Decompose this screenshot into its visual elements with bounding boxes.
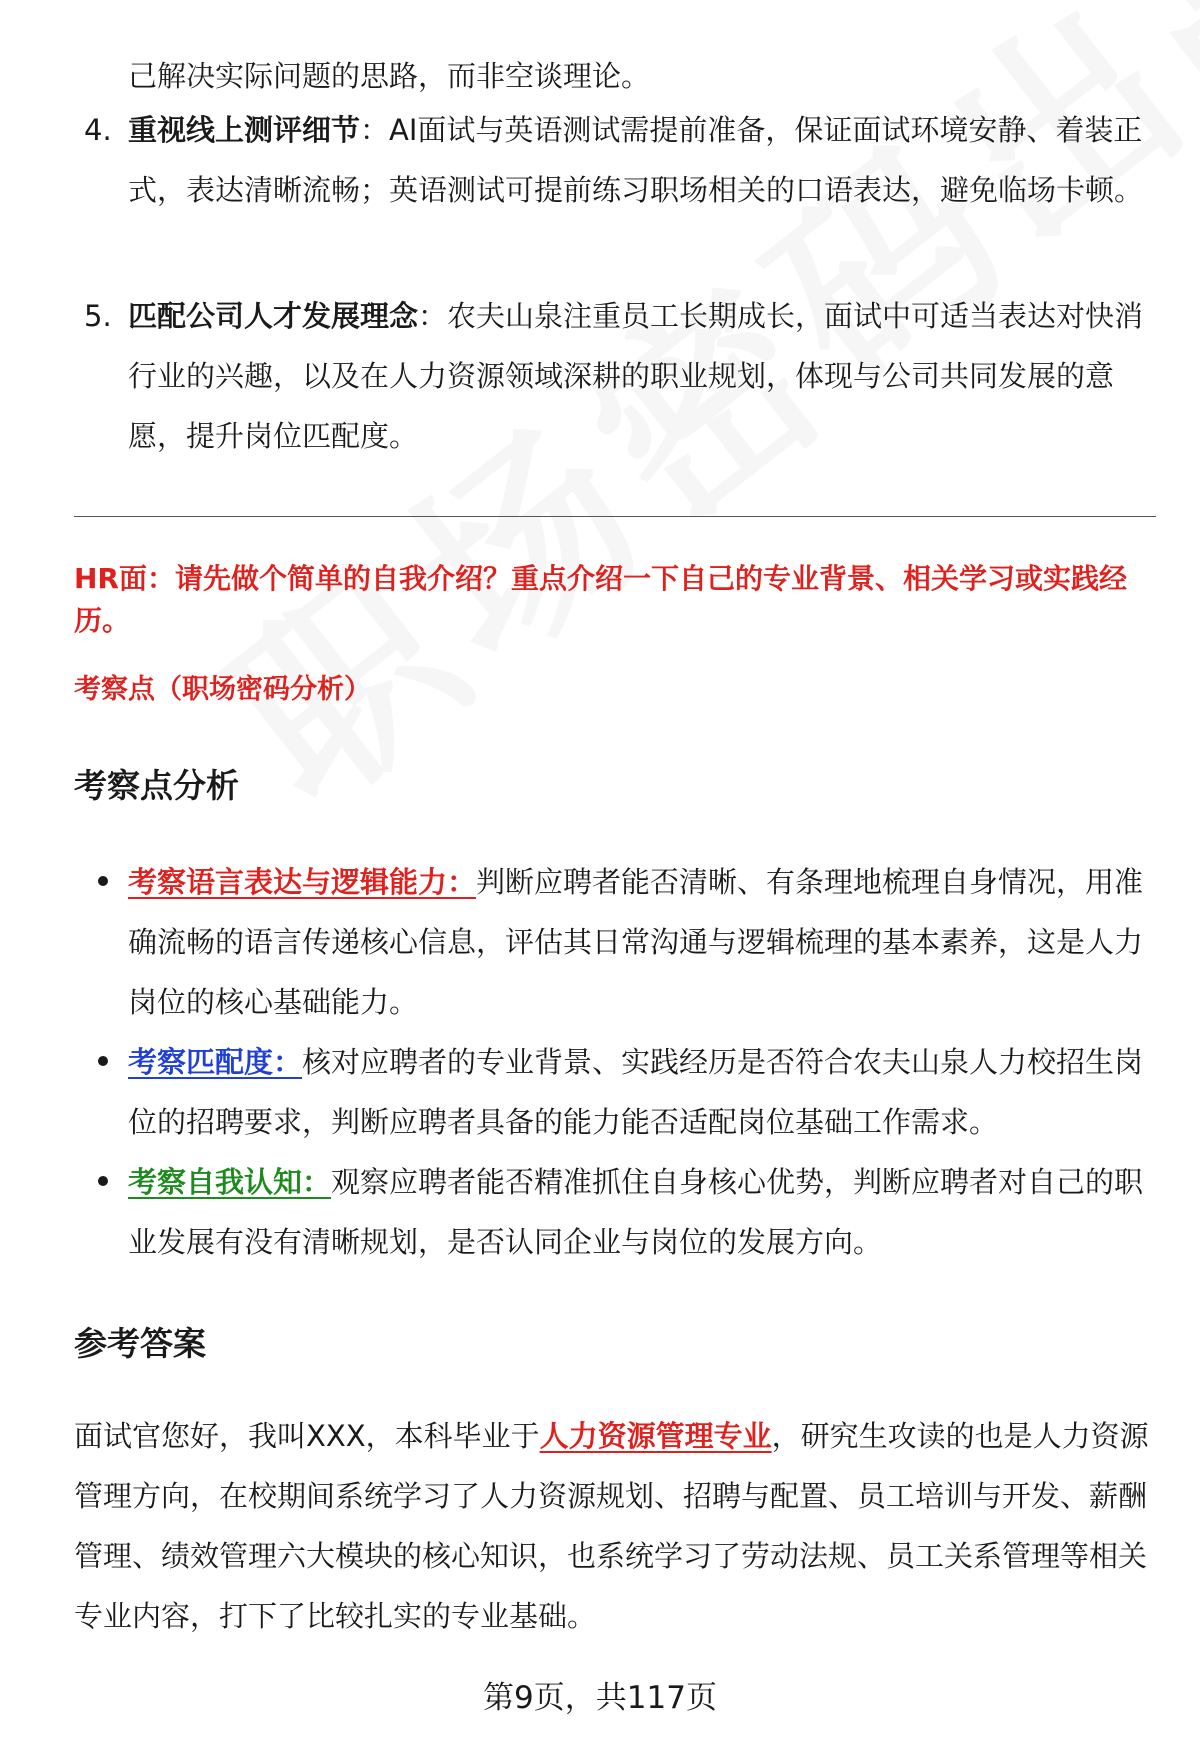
- tip-item: [128, 100, 1148, 220]
- analysis-heading: 考察点分析: [74, 766, 239, 805]
- tip-colon: ：: [418, 299, 448, 333]
- bullet-dot: [98, 876, 108, 886]
- intro-continuation: 己解决实际问题的思路，而非空谈理论。: [128, 59, 651, 93]
- tip-item: [128, 286, 1148, 466]
- tip-text: AI面试与英语测试需提前准备，保证面试环境安静、着装正式，表达清晰流畅；英语测试可提前练习职场相关的口语表达，避免临场卡顿。: [128, 113, 1144, 207]
- tip-text: 农夫山泉注重员工长期成长，面试中可适当表达对快消行业的兴趣，以及在人力资源领域深耕的职业规划，体现与公司共同发展的意愿，提升岗位匹配度。: [128, 299, 1144, 453]
- analysis-point: [128, 852, 1148, 1032]
- tip-title: 匹配公司人才发展理念: [128, 299, 419, 333]
- analysis-keyword: 考察语言表达与逻辑能力：: [128, 865, 477, 899]
- analysis-text: 判断应聘者能否清晰、有条理地梳理自身情况，用准确流畅的语言传递核心信息，评估其日常沟通与逻辑梳理的基本素养，这是人力岗位的核心基础能力。: [128, 865, 1144, 1019]
- question-subtitle: 考察点（职场密码分析）: [74, 674, 371, 705]
- analysis-point: [128, 1032, 1148, 1152]
- answer-text: ，研究生攻读的也是人力资源管理方向，在校期间系统学习了人力资源规划、招聘与配置、员工培训与开发、薪酬管理、绩效管理六大模块的核心知识，也系统学习了劳动法规、员工关系管理等相关专业内容，打下了比较扎实的专业基础。: [74, 1419, 1149, 1633]
- answer-text: 面试官您好，我叫XXX，本科毕业于: [74, 1419, 540, 1453]
- answer-heading: 参考答案: [74, 1324, 206, 1363]
- analysis-text: 观察应聘者能否精准抓住自身核心优势，判断应聘者对自己的职业发展有没有清晰规划，是否认同企业与岗位的发展方向。: [128, 1165, 1144, 1259]
- analysis-keyword: 考察匹配度：: [128, 1045, 303, 1079]
- tip-title: 重视线上测评细节: [128, 113, 361, 147]
- bullet-dot: [98, 1056, 108, 1066]
- analysis-keyword: 考察自我认知：: [128, 1165, 332, 1199]
- interview-question: HR面：请先做个简单的自我介绍？重点介绍一下自己的专业背景、相关学习或实践经历。: [74, 562, 1127, 637]
- tip-number: 4.: [84, 113, 112, 147]
- tip-number: 5.: [84, 299, 112, 333]
- page-footer: 第9页，共117页: [483, 1680, 717, 1716]
- section-divider: [74, 516, 1156, 517]
- tip-colon: ：: [360, 113, 390, 147]
- answer-highlight: 人力资源管理专业: [539, 1419, 772, 1453]
- bullet-dot: [98, 1176, 108, 1186]
- analysis-point: [128, 1152, 1148, 1272]
- analysis-text: 核对应聘者的专业背景、实践经历是否符合农夫山泉人力校招生岗位的招聘要求，判断应聘者具备的能力能否适配岗位基础工作需求。: [128, 1045, 1144, 1139]
- reference-answer: [74, 1406, 1154, 1646]
